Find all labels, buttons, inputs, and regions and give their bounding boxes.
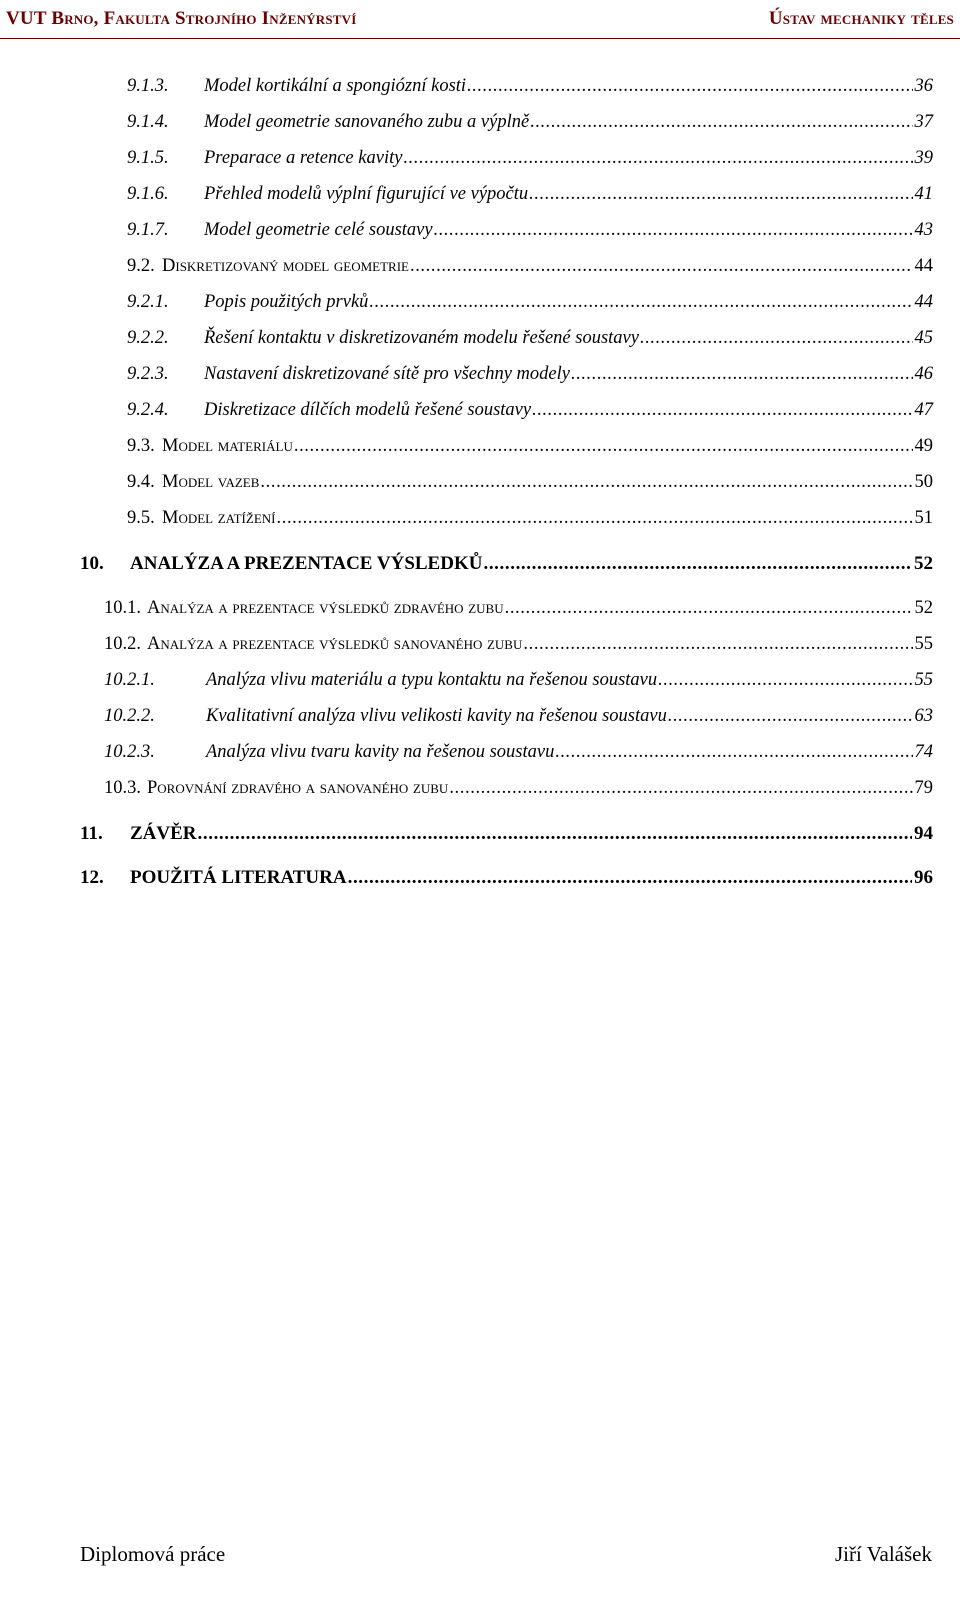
toc-leader-dots bbox=[403, 148, 912, 169]
toc-entry-page: 63 bbox=[914, 706, 933, 726]
toc-entry[interactable] bbox=[104, 634, 933, 662]
toc-entry[interactable] bbox=[127, 328, 933, 356]
toc-entry-title: Nastavení diskretizované sítě pro všechny modely bbox=[204, 364, 570, 384]
toc-entry-number: 9.2.3. bbox=[127, 364, 169, 384]
toc-entry-page: 44 bbox=[914, 292, 933, 312]
toc-entry-number: 11. bbox=[80, 823, 103, 844]
toc-entry-number: 9.1.4. bbox=[127, 112, 169, 132]
toc-entry-title: POUŽITÁ LITERATURA bbox=[130, 867, 347, 888]
toc-chapter[interactable] bbox=[80, 553, 933, 581]
toc-leader-dots bbox=[571, 364, 913, 385]
toc-entry[interactable] bbox=[104, 598, 933, 626]
toc-entry-page: 44 bbox=[914, 256, 933, 276]
toc-entry-title: Řešení kontaktu v diskretizovaném modelu řešené soustavy bbox=[204, 328, 639, 348]
toc-entry[interactable] bbox=[104, 778, 933, 806]
toc-entry-number: 9.2.1. bbox=[127, 292, 169, 312]
toc-entry-page: 36 bbox=[914, 76, 933, 96]
toc-entry-page: 50 bbox=[914, 472, 933, 492]
toc-entry-page: 49 bbox=[914, 436, 933, 456]
toc-entry-number: 10. bbox=[80, 553, 104, 574]
toc-entry[interactable] bbox=[127, 76, 933, 104]
toc-entry-page: 96 bbox=[914, 867, 933, 888]
toc-leader-dots bbox=[483, 553, 912, 575]
toc-entry[interactable] bbox=[127, 508, 933, 536]
toc-entry-page: 55 bbox=[914, 634, 933, 654]
toc-entry-number: 9.2.4. bbox=[127, 400, 169, 420]
toc-leader-dots bbox=[434, 220, 913, 241]
toc-leader-dots bbox=[555, 742, 912, 763]
toc-entry-number: 9.5. bbox=[127, 508, 155, 528]
toc-leader-dots bbox=[658, 670, 912, 691]
toc-entry[interactable] bbox=[127, 292, 933, 320]
toc-chapter[interactable] bbox=[80, 823, 933, 851]
toc-entry[interactable] bbox=[104, 742, 933, 770]
toc-entry-page: 46 bbox=[914, 364, 933, 384]
toc-leader-dots bbox=[260, 472, 912, 493]
toc-entry-title: Analýza a prezentace výsledků sanovaného zubu bbox=[147, 634, 523, 654]
toc-entry-number: 9.3. bbox=[127, 436, 155, 456]
toc-entry-title: Diskretizovaný model geometrie bbox=[162, 256, 409, 276]
toc-entry[interactable] bbox=[127, 400, 933, 428]
toc-entry-page: 79 bbox=[914, 778, 933, 798]
toc-entry-number: 9.2. bbox=[127, 256, 155, 276]
toc-entry-page: 39 bbox=[914, 148, 933, 168]
header-institute: Ústav mechaniky těles bbox=[768, 8, 954, 29]
toc-entry-page: 43 bbox=[914, 220, 933, 240]
toc-entry-number: 10.2.3. bbox=[104, 742, 155, 762]
toc-entry-number: 9.1.6. bbox=[127, 184, 169, 204]
header-divider bbox=[0, 38, 960, 39]
toc-entry-title: Preparace a retence kavity bbox=[204, 148, 403, 168]
toc-entry-title: Analýza a prezentace výsledků zdravého zubu bbox=[147, 598, 504, 618]
toc-entry-title: Kvalitativní analýza vlivu velikosti kavity na řešenou soustavu bbox=[206, 706, 667, 726]
toc-leader-dots bbox=[530, 112, 912, 133]
toc-leader-dots bbox=[294, 436, 913, 457]
toc-entry[interactable] bbox=[127, 220, 933, 248]
toc-leader-dots bbox=[369, 292, 912, 313]
toc-leader-dots bbox=[523, 634, 912, 655]
toc-leader-dots bbox=[467, 76, 912, 97]
toc-leader-dots bbox=[640, 328, 913, 349]
toc-entry-title: Popis použitých prvků bbox=[204, 292, 369, 312]
toc-entry-page: 45 bbox=[914, 328, 933, 348]
toc-leader-dots bbox=[348, 867, 912, 889]
toc-entry-title: Diskretizace dílčích modelů řešené soustavy bbox=[204, 400, 532, 420]
toc-entry-number: 10.1. bbox=[104, 598, 141, 618]
toc-leader-dots bbox=[410, 256, 913, 277]
toc-entry-number: 9.1.3. bbox=[127, 76, 169, 96]
toc-entry-page: 55 bbox=[914, 670, 933, 690]
toc-entry-number: 10.2.2. bbox=[104, 706, 155, 726]
toc-entry[interactable] bbox=[127, 112, 933, 140]
toc-entry-number: 12. bbox=[80, 867, 104, 888]
toc-leader-dots bbox=[668, 706, 913, 727]
toc-leader-dots bbox=[198, 823, 912, 845]
header-university: VUT Brno, Fakulta Strojního Inženýrství bbox=[6, 8, 357, 29]
toc-entry-number: 10.2.1. bbox=[104, 670, 155, 690]
toc-entry-page: 37 bbox=[914, 112, 933, 132]
toc-entry-page: 41 bbox=[914, 184, 933, 204]
toc-entry-number: 10.3. bbox=[104, 778, 141, 798]
toc-entry[interactable] bbox=[127, 184, 933, 212]
toc-entry-title: Model kortikální a spongiózní kosti bbox=[204, 76, 467, 96]
toc-entry-page: 51 bbox=[914, 508, 933, 528]
toc-entry[interactable] bbox=[127, 148, 933, 176]
toc-leader-dots bbox=[277, 508, 913, 529]
toc-leader-dots bbox=[449, 778, 912, 799]
footer-document-type: Diplomová práce bbox=[80, 1542, 226, 1566]
toc-entry[interactable] bbox=[104, 706, 933, 734]
toc-leader-dots bbox=[532, 400, 912, 421]
toc-entry-page: 94 bbox=[914, 823, 933, 844]
toc-entry-title: Přehled modelů výplní figurující ve výpočtu bbox=[204, 184, 529, 204]
page-footer bbox=[0, 1537, 960, 1577]
toc-entry-title: Analýza vlivu materiálu a typu kontaktu na řešenou soustavu bbox=[206, 670, 658, 690]
toc-entry[interactable] bbox=[127, 472, 933, 500]
toc-entry-title: Porovnání zdravého a sanovaného zubu bbox=[147, 778, 449, 798]
toc-entry-title: Model geometrie sanovaného zubu a výplně bbox=[204, 112, 530, 132]
toc-entry-title: Model zatížení bbox=[162, 508, 276, 528]
toc-entry[interactable] bbox=[127, 436, 933, 464]
toc-entry[interactable] bbox=[127, 256, 933, 284]
toc-leader-dots bbox=[505, 598, 913, 619]
toc-entry-title: ANALÝZA A PREZENTACE VÝSLEDKŮ bbox=[130, 553, 483, 574]
toc-entry-page: 47 bbox=[914, 400, 933, 420]
toc-entry-title: ZÁVĚR bbox=[130, 823, 197, 844]
toc-entry-number: 9.2.2. bbox=[127, 328, 169, 348]
toc-entry-page: 52 bbox=[914, 553, 933, 574]
toc-entry-title: Model geometrie celé soustavy bbox=[204, 220, 433, 240]
toc-chapter[interactable] bbox=[80, 867, 933, 895]
toc-entry[interactable] bbox=[104, 670, 933, 698]
toc-entry-number: 10.2. bbox=[104, 634, 141, 654]
toc-entry[interactable] bbox=[127, 364, 933, 392]
toc-entry-title: Model materiálu bbox=[162, 436, 293, 456]
toc-entry-page: 74 bbox=[914, 742, 933, 762]
toc-entry-page: 52 bbox=[914, 598, 933, 618]
toc-leader-dots bbox=[529, 184, 912, 205]
footer-author: Jiří Valášek bbox=[834, 1542, 932, 1566]
toc-entry-number: 9.1.5. bbox=[127, 148, 169, 168]
toc-entry-number: 9.1.7. bbox=[127, 220, 169, 240]
page-header bbox=[0, 0, 960, 38]
toc-entry-number: 9.4. bbox=[127, 472, 155, 492]
toc-entry-title: Model vazeb bbox=[162, 472, 260, 492]
toc-entry-title: Analýza vlivu tvaru kavity na řešenou soustavu bbox=[206, 742, 555, 762]
